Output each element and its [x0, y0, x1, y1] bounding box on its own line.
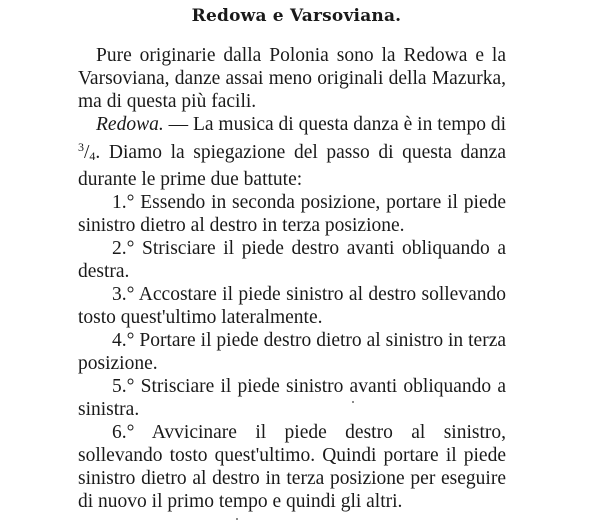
step-item: [78, 421, 506, 513]
scan-speck: [236, 518, 238, 520]
step-text: Strisciare il piede sinistro avanti obliquando a sinistra.: [78, 376, 507, 420]
step-text: Avvicinare il piede destro al sinistro, sollevando tosto quest'ultimo. Quindi portare il piede sinistro dietro al destro in terza posizione per eseguire di nuovo il primo tempo e quindi gli altri.: [78, 422, 506, 512]
scan-speck: [352, 401, 354, 403]
text-body: [78, 44, 506, 513]
step-text: Portare il piede destro dietro al sinistro in terza posizione.: [78, 330, 506, 374]
step-number: 5.°: [112, 376, 135, 397]
step-number: 6.°: [112, 422, 135, 443]
redowa-text-after-fraction: . Diamo la spiegazione del passo di questa danza durante le prime due battute:: [78, 142, 506, 190]
step-number: 2.°: [112, 238, 135, 259]
page-title: Redowa e Varsoviana.: [191, 6, 402, 26]
step-text: Accostare il piede sinistro al destro sollevando tosto quest'ultimo lateralmente.: [78, 284, 506, 328]
fraction-numerator: 3: [78, 140, 84, 154]
fraction-denominator: 4: [89, 149, 96, 163]
step-number: 3.°: [112, 284, 135, 305]
fraction-separator: /: [84, 142, 90, 163]
redowa-lead: Redowa.: [96, 114, 164, 135]
redowa-text-before-fraction: — La musica di questa danza è in tempo di: [163, 114, 506, 135]
step-text: Strisciare il piede destro avanti obliquando a destra.: [78, 238, 506, 282]
step-item: [78, 329, 506, 375]
step-item: [78, 237, 506, 283]
step-number: 4.°: [112, 330, 135, 351]
step-text: Essendo in seconda posizione, portare il piede sinistro dietro al destro in terza posizione.: [78, 192, 507, 236]
step-number: 1.°: [112, 192, 135, 213]
redowa-paragraph: [78, 113, 506, 191]
step-item: [78, 283, 506, 329]
step-item: [78, 375, 506, 421]
time-signature-fraction: [78, 142, 95, 163]
step-item: [78, 191, 506, 237]
intro-paragraph: Pure originarie dalla Polonia sono la Redowa e la Varsoviana, danze assai meno originali della Mazurka, ma di questa più facili.: [78, 45, 506, 112]
